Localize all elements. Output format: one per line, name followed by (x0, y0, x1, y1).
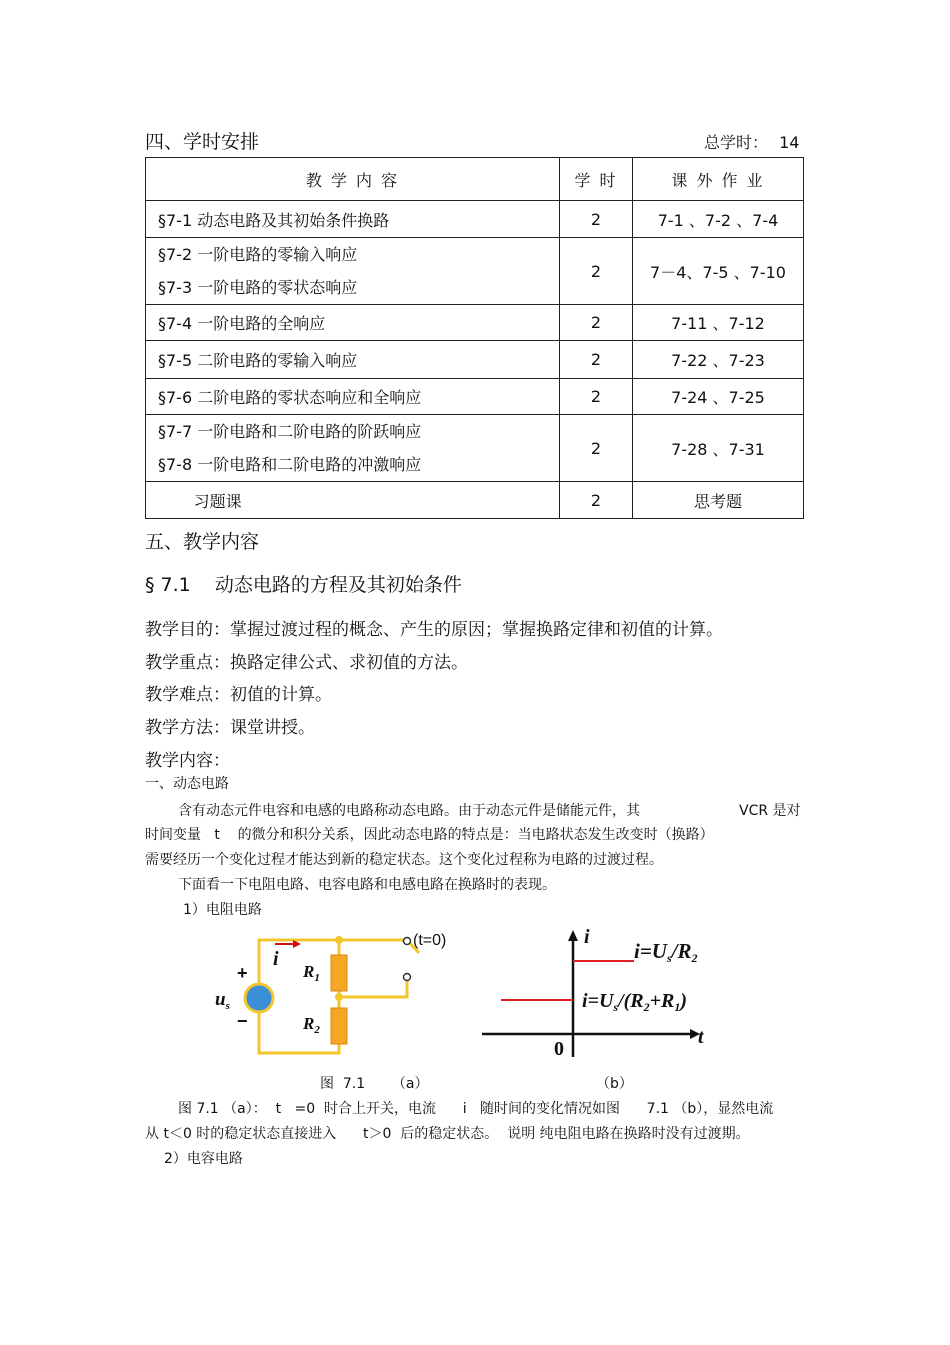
resistor-r1 (331, 955, 347, 991)
table-row (146, 415, 804, 482)
hours-cell: 2 (560, 201, 633, 238)
topic-line: §7-2 一阶电路的零输入响应 (158, 245, 358, 264)
paragraph-line: 含有动态元件电容和电感的电路称动态电路。由于动态元件是储能元件，其 (178, 803, 640, 819)
current-axis-arrow (568, 930, 578, 941)
hours-cell: 2 (560, 379, 633, 415)
wire (259, 1012, 339, 1053)
table-row (146, 201, 804, 238)
hours-cell: 2 (560, 238, 633, 305)
hours-cell: 2 (560, 415, 633, 482)
voltage-source (245, 984, 273, 1012)
junction-dot (335, 936, 343, 944)
list-item-capacitor-circuit: 2）电容电路 (164, 1151, 243, 1167)
table-row (146, 341, 804, 379)
topic-line: §7-3 一阶电路的零状态响应 (158, 278, 358, 297)
table-row (146, 379, 804, 415)
teaching-objectives: 教学目的：掌握过渡过程的概念、产生的原因；掌握换路定律和初值的计算。 (145, 620, 723, 640)
teaching-difficulties: 教学难点：初值的计算。 (145, 685, 332, 705)
junction-dot (335, 993, 343, 1001)
paragraph-line: 时间变量 t 的微分和积分关系，因此动态电路的特点是：当电路状态发生改变时（换路） (145, 827, 714, 843)
figure-caption-a: 图 7.1 （a） (320, 1076, 429, 1092)
time-axis-label: t (698, 1026, 704, 1048)
homework-cell: 7－4、7-5 、7-10 (633, 238, 804, 305)
total-hours-value: 14 (779, 133, 800, 152)
wire (339, 980, 407, 997)
origin-label: 0 (554, 1038, 564, 1060)
topic-cell: 习题课 (146, 482, 560, 519)
figure-current-plot (474, 925, 740, 1067)
before-formula: $i=U_s/(R_2+R_1)$ (582, 990, 688, 1014)
homework-cell: 7-24 、7-25 (633, 379, 804, 415)
homework-cell: 7-28 、7-31 (633, 415, 804, 482)
current-label: i (273, 948, 279, 970)
hours-cell: 2 (560, 341, 633, 379)
source-label: $u_s$ (215, 989, 230, 1012)
table-row (146, 238, 804, 305)
paragraph-line: 图 7.1 （a）： t =0 时合上开关，电流 i 随时间的变化情况如图 7.1 （b），显然电流 (178, 1101, 774, 1117)
minus-sign: − (237, 1011, 248, 1031)
homework-cell: 7-11 、7-12 (633, 305, 804, 341)
header-hours: 学 时 (560, 158, 633, 201)
section-title-schedule: 四、学时安排 (145, 131, 260, 153)
hours-cell: 2 (560, 482, 633, 519)
switch-contact (404, 974, 411, 981)
switch-contact (404, 938, 411, 945)
figure-circuit (207, 925, 470, 1067)
after-formula: i=Us/R2 (634, 939, 698, 965)
table-header-row (146, 158, 804, 201)
paragraph-line: 需要经历一个变化过程才能达到新的稳定状态。这个变化过程称为电路的过渡过程。 (145, 852, 663, 868)
list-item-resistor-circuit: 1）电阻电路 (183, 902, 262, 918)
heading-dynamic-circuit: 一、动态电路 (145, 776, 229, 792)
header-content: 教 学 内 容 (146, 158, 560, 201)
subsection-title: § 7.1 动态电路的方程及其初始条件 (145, 574, 462, 596)
table-row (146, 305, 804, 341)
current-axis-label: i (584, 926, 590, 948)
topic-cell: §7-6 二阶电路的零状态响应和全响应 (146, 379, 560, 415)
topic-cell (146, 238, 560, 305)
topic-line: §7-8 一阶电路和二阶电路的冲激响应 (158, 455, 422, 474)
switch-label: (t=0) (413, 932, 447, 949)
topic-cell: §7-1 动态电路及其初始条件换路 (146, 201, 560, 238)
homework-cell: 7-1 、7-2 、7-4 (633, 201, 804, 238)
table-row (146, 482, 804, 519)
plus-sign: + (237, 963, 248, 983)
total-hours-label: 总学时： (704, 133, 769, 152)
paragraph-line: 从 t＜0 时的稳定状态直接进入 t＞0 后的稳定状态。 说明 纯电阻电路在换路时没有过渡期。 (145, 1126, 750, 1142)
resistor-r2 (331, 1008, 347, 1044)
total-hours (704, 130, 799, 153)
current-plot (474, 925, 740, 1067)
hours-cell: 2 (560, 305, 633, 341)
topic-cell: §7-5 二阶电路的零输入响应 (146, 341, 560, 379)
homework-cell: 思考题 (633, 482, 804, 519)
teaching-content-label: 教学内容： (145, 751, 230, 771)
paragraph-line: VCR 是对 (739, 803, 801, 819)
topic-cell: §7-4 一阶电路的全响应 (146, 305, 560, 341)
r1-label: $R_1$ (303, 962, 320, 984)
paragraph-line: 下面看一下电阻电路、电容电路和电感电路在换路时的表现。 (178, 877, 556, 893)
teaching-method: 教学方法：课堂讲授。 (145, 718, 315, 738)
homework-cell: 7-22 、7-23 (633, 341, 804, 379)
topic-line: §7-7 一阶电路和二阶电路的阶跃响应 (158, 422, 422, 441)
topic-cell (146, 415, 560, 482)
circuit-diagram (207, 925, 470, 1067)
header-homework: 课 外 作 业 (633, 158, 804, 201)
figure-caption-b: （b） (596, 1076, 633, 1092)
r2-label: $R_2$ (303, 1014, 320, 1036)
section-title-content: 五、教学内容 (145, 531, 260, 553)
teaching-key-points: 教学重点：换路定律公式、求初值的方法。 (145, 653, 468, 673)
schedule-table (145, 157, 804, 519)
